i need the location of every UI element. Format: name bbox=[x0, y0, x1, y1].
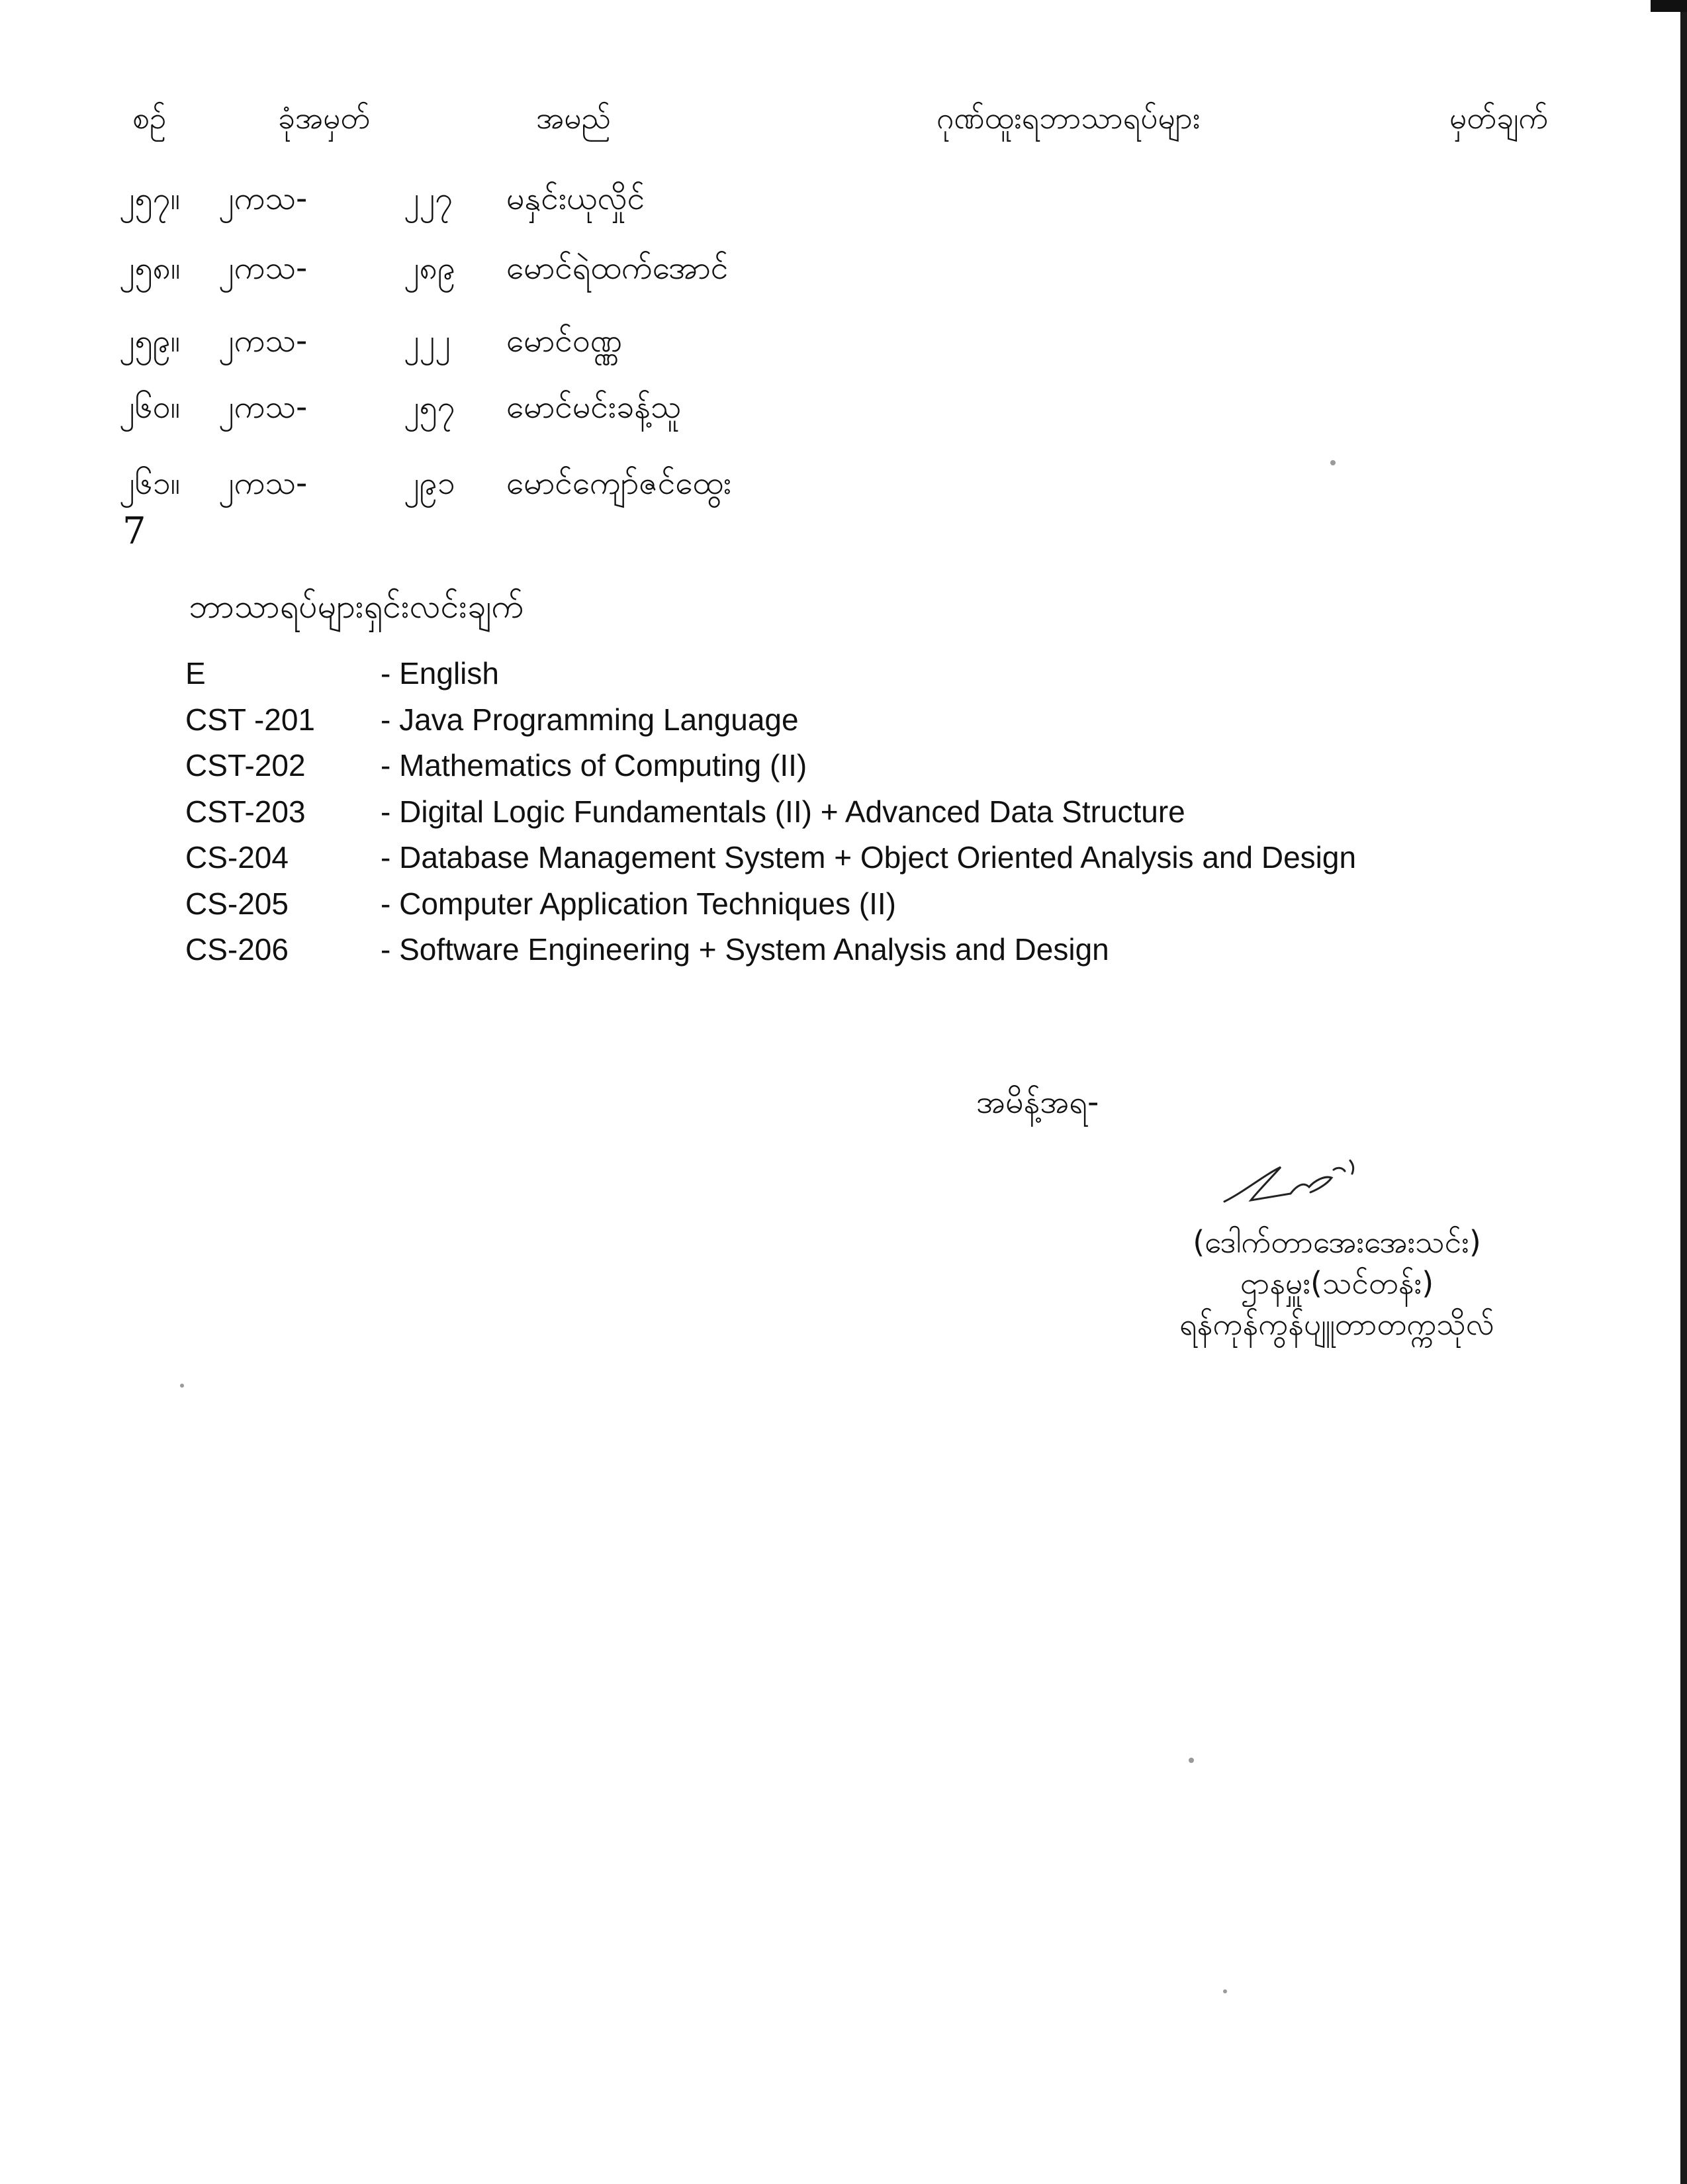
subject-description: - Mathematics of Computing (II) bbox=[381, 748, 807, 783]
student-name: မောင်ဝဏ္ဏ bbox=[506, 322, 623, 359]
legend-item bbox=[185, 839, 1509, 886]
roll-prefix: ၂ကသ- bbox=[218, 389, 308, 426]
serial-number: ၂၅၈။ bbox=[119, 250, 181, 287]
subject-code: CST-202 bbox=[185, 748, 306, 783]
subject-description: - Computer Application Techniques (II) bbox=[381, 886, 896, 921]
student-name: မနှင်းယုလှိုင် bbox=[506, 180, 645, 217]
serial-number: ၂၆၀။ bbox=[119, 389, 181, 426]
roll-number: ၂၂၇ bbox=[404, 180, 453, 217]
student-row bbox=[0, 387, 860, 440]
subject-legend bbox=[185, 655, 1509, 978]
subject-description: - Database Management System + Object Oriented Analysis and Design bbox=[381, 840, 1357, 875]
roll-prefix: ၂ကသ- bbox=[218, 322, 308, 359]
legend-item bbox=[185, 747, 1509, 794]
legend-item bbox=[185, 931, 1509, 978]
legend-item bbox=[185, 794, 1509, 840]
subject-code: CS-204 bbox=[185, 840, 289, 875]
subject-code: E bbox=[185, 656, 206, 690]
roll-number: ၂၈၉ bbox=[404, 250, 455, 287]
subject-code: CST-203 bbox=[185, 794, 306, 829]
header-distinction-subjects: ဂုဏ်ထူးရဘာသာရပ်များ bbox=[936, 100, 1201, 136]
legend-item bbox=[185, 655, 1509, 702]
serial-number: ၂၅၇။ bbox=[119, 180, 181, 217]
legend-item bbox=[185, 702, 1509, 748]
student-row bbox=[0, 179, 860, 232]
student-name: မောင်မင်းခန့်သူ bbox=[506, 389, 682, 426]
scan-edge bbox=[1680, 0, 1687, 2184]
subject-description: - Java Programming Language bbox=[381, 702, 799, 737]
signatory-institution: ရန်ကုန်ကွန်ပျူတာတက္ကသိုလ် bbox=[1179, 1306, 1494, 1342]
subject-description: - English bbox=[381, 656, 499, 690]
by-order-label: အမိန့်အရ- bbox=[976, 1084, 1099, 1121]
header-name: အမည် bbox=[536, 100, 611, 136]
roll-number: ၂၉၁ bbox=[404, 465, 455, 502]
signatory-block bbox=[1125, 1221, 1549, 1345]
subject-code: CS-205 bbox=[185, 886, 289, 921]
serial-number: ၂၅၉။ bbox=[119, 322, 181, 359]
handwritten-count: 7 bbox=[122, 510, 146, 553]
roll-prefix: ၂ကသ- bbox=[218, 465, 308, 502]
roll-number: ၂၅၇ bbox=[404, 389, 455, 426]
subject-code: CST -201 bbox=[185, 702, 316, 737]
student-row bbox=[0, 463, 860, 516]
header-remarks: မှတ်ချက် bbox=[1449, 100, 1549, 136]
subject-description: - Digital Logic Fundamentals (II) + Advanced Data Structure bbox=[381, 794, 1185, 829]
roll-prefix: ၂ကသ- bbox=[218, 180, 308, 217]
roll-number: ၂၂၂ bbox=[404, 322, 451, 359]
student-row bbox=[0, 321, 860, 374]
student-name: မောင်ရဲထက်အောင် bbox=[506, 250, 729, 287]
legend-item bbox=[185, 886, 1509, 932]
legend-title: ဘာသာရပ်များရှင်းလင်းချက် bbox=[189, 587, 524, 626]
student-name: မောင်ကျော်ဇင်ထွေး bbox=[506, 465, 732, 502]
signatory-position: ဌာနမှူး(သင်တန်း) bbox=[1240, 1265, 1434, 1301]
serial-number: ၂၆၁။ bbox=[119, 465, 181, 502]
signatory-name: (ဒေါက်တာအေးအေးသင်း) bbox=[1193, 1224, 1481, 1260]
signature-mark bbox=[1218, 1155, 1370, 1208]
subject-code: CS-206 bbox=[185, 932, 289, 967]
student-row bbox=[0, 248, 860, 301]
subject-description: - Software Engineering + System Analysis and Design bbox=[381, 932, 1109, 967]
header-roll-no: ခုံအမှတ် bbox=[278, 100, 371, 136]
scan-speck bbox=[1189, 1758, 1194, 1763]
scan-speck bbox=[180, 1384, 184, 1388]
scan-speck bbox=[1223, 1989, 1227, 1993]
header-serial: စဉ် bbox=[132, 100, 167, 136]
roll-prefix: ၂ကသ- bbox=[218, 250, 308, 287]
scan-corner bbox=[1651, 0, 1687, 12]
scan-speck bbox=[1330, 460, 1336, 465]
